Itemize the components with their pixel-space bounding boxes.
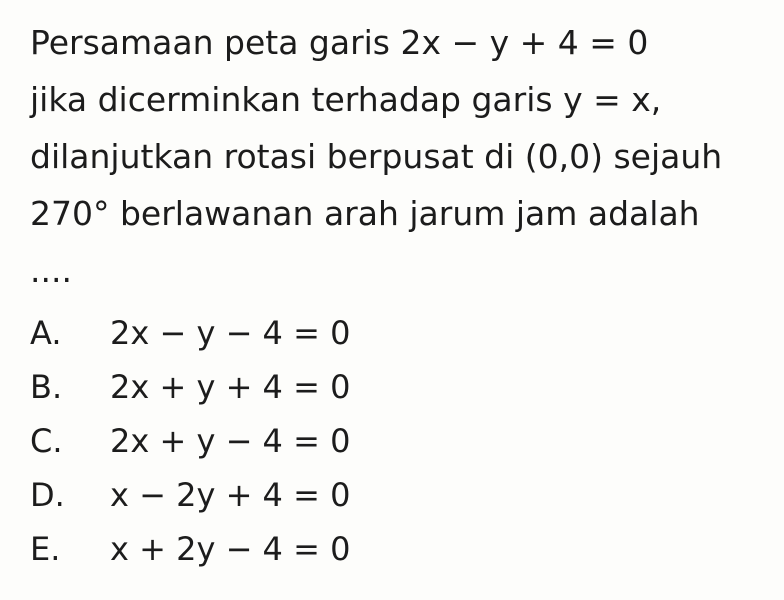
question-line-1: Persamaan peta garis 2x − y + 4 = 0 xyxy=(30,23,649,62)
option-equation: 2x + y − 4 = 0 xyxy=(110,422,351,460)
question-line-2: jika dicerminkan terhadap garis y = x, xyxy=(30,80,662,119)
question-line-3: dilanjutkan rotasi berpusat di (0,0) sejauh xyxy=(30,137,723,176)
option-e[interactable] xyxy=(30,522,730,576)
option-b[interactable] xyxy=(30,360,730,414)
option-c[interactable] xyxy=(30,414,730,468)
question-ellipsis: .... xyxy=(30,251,72,290)
option-equation: x + 2y − 4 = 0 xyxy=(110,530,351,568)
option-d[interactable] xyxy=(30,468,730,522)
option-equation: 2x − y − 4 = 0 xyxy=(110,314,351,352)
question-line-4: 270° berlawanan arah jarum jam adalah xyxy=(30,194,700,233)
answer-options xyxy=(30,306,730,576)
option-letter: D. xyxy=(30,476,65,514)
option-letter: E. xyxy=(30,530,61,568)
option-equation: x − 2y + 4 = 0 xyxy=(110,476,351,514)
option-letter: B. xyxy=(30,368,63,406)
option-a[interactable] xyxy=(30,306,730,360)
option-equation: 2x + y + 4 = 0 xyxy=(110,368,351,406)
question-text xyxy=(30,14,770,299)
option-letter: A. xyxy=(30,314,62,352)
option-letter: C. xyxy=(30,422,63,460)
